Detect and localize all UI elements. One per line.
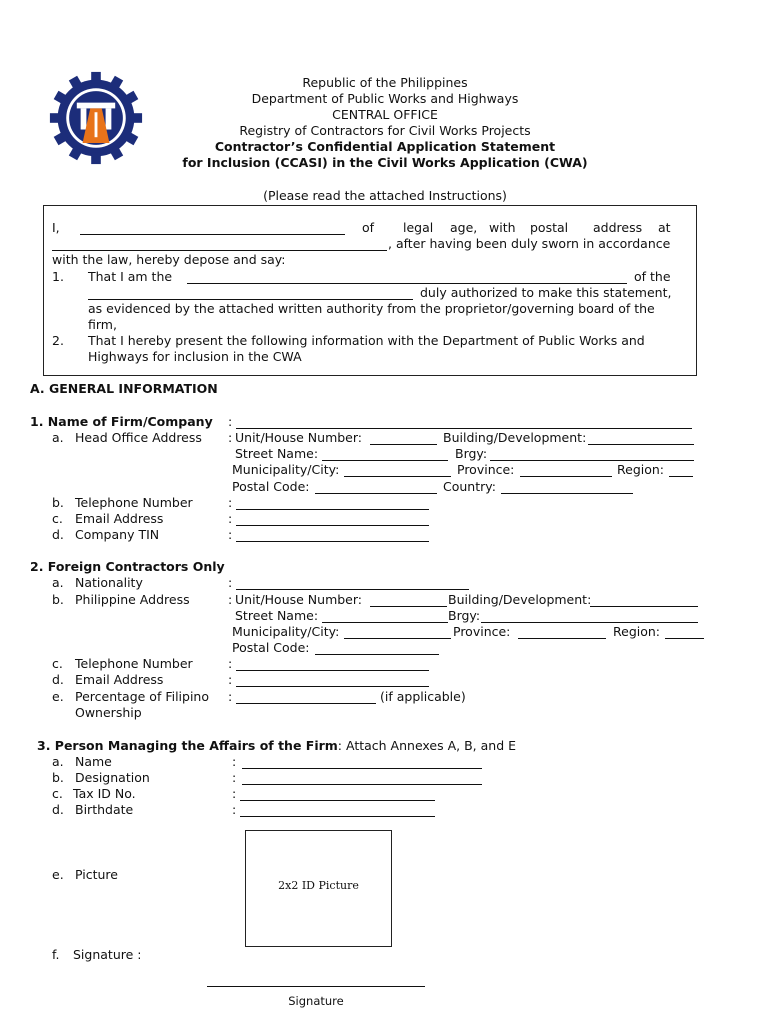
section-a-title: A. GENERAL INFORMATION	[30, 381, 218, 396]
brgy-label: Brgy:	[455, 446, 488, 461]
oath-word: with	[489, 220, 516, 235]
colon: :	[232, 802, 237, 817]
picture-label: Picture	[75, 867, 118, 882]
country-label: Country:	[443, 479, 496, 494]
item-letter: c.	[52, 786, 63, 801]
header-registry: Registry of Contractors for Civil Works Projects	[239, 123, 531, 138]
tax-id-label: Tax ID No.	[73, 786, 136, 801]
form-title-line1: Contractor’s Confidential Application Statement	[214, 139, 556, 154]
designation-label: Designation	[75, 770, 150, 785]
id-picture-caption: 2x2 ID Picture	[278, 879, 359, 892]
signature-label: Signature :	[73, 947, 142, 962]
municipality-label: Municipality/City:	[232, 462, 340, 477]
item-letter: c.	[52, 511, 63, 526]
municipality-label: Municipality/City:	[232, 624, 340, 639]
company-tin-field[interactable]	[236, 541, 429, 542]
building-label: Building/Development:	[448, 592, 592, 607]
birthdate-field[interactable]	[240, 816, 435, 817]
colon: :	[228, 656, 233, 671]
item-number: 1.	[52, 269, 64, 284]
telephone-label: Telephone Number	[75, 656, 193, 671]
postal-label: Postal Code:	[232, 479, 310, 494]
filipino-ownership-label-cont: Ownership	[75, 705, 142, 720]
unit-label: Unit/House Number:	[235, 592, 363, 607]
item-letter: e.	[52, 867, 64, 882]
oath-sworn-text: , after having been duly sworn in accordance	[388, 236, 671, 251]
unit-number-field[interactable]	[370, 444, 437, 445]
header-office: CENTRAL OFFICE	[332, 107, 438, 122]
item-letter: d.	[52, 527, 64, 542]
province-label: Province:	[457, 462, 515, 477]
form-title-line2: for Inclusion (CCASI) in the Civil Works Application (CWA)	[182, 155, 588, 170]
colon: :	[228, 689, 233, 704]
tin-label: Company TIN	[75, 527, 160, 542]
postal-label: Postal Code:	[232, 640, 310, 655]
item-letter: e.	[52, 689, 64, 704]
nationality-field[interactable]	[236, 589, 469, 590]
if-applicable-note: (if applicable)	[380, 689, 466, 704]
oath-word: at	[658, 220, 671, 235]
colon: :	[228, 511, 233, 526]
item-letter: f.	[52, 947, 60, 962]
position-field[interactable]	[187, 283, 627, 284]
telephone-field[interactable]	[236, 509, 429, 510]
ph-telephone-field[interactable]	[236, 670, 429, 671]
ph-brgy-field[interactable]	[481, 622, 698, 623]
s1-title: 1. Name of Firm/Company	[30, 414, 213, 429]
tax-id-field[interactable]	[240, 800, 435, 801]
colon: :	[228, 430, 233, 445]
postal-address-field[interactable]	[52, 250, 387, 251]
building-label: Building/Development:	[443, 430, 587, 445]
street-field[interactable]	[322, 460, 448, 461]
item1-text-c: duly authorized to make this statement,	[420, 285, 672, 300]
s3-title-bold: 3. Person Managing the Affairs of the Firm	[37, 738, 338, 753]
filipino-ownership-field[interactable]	[236, 703, 376, 704]
region-label: Region:	[617, 462, 665, 477]
header-department: Department of Public Works and Highways	[251, 91, 519, 106]
colon: :	[228, 527, 233, 542]
region-field[interactable]	[669, 476, 693, 477]
item-letter: b.	[52, 592, 64, 607]
id-picture-box[interactable]	[245, 830, 392, 947]
ph-email-field[interactable]	[236, 686, 429, 687]
oath-law-text: with the law, hereby depose and say:	[52, 252, 286, 267]
region-label: Region:	[613, 624, 661, 639]
colon: :	[228, 592, 233, 607]
ph-province-field[interactable]	[518, 638, 606, 639]
filipino-ownership-label: Percentage of Filipino	[75, 689, 209, 704]
email-field[interactable]	[236, 525, 429, 526]
ph-municipality-field[interactable]	[344, 638, 451, 639]
oath-word: address	[593, 220, 643, 235]
oath-word: legal	[403, 220, 434, 235]
colon: :	[232, 754, 237, 769]
oath-word: age,	[450, 220, 478, 235]
item-number: 2.	[52, 333, 64, 348]
item1-text-e: firm,	[88, 317, 117, 332]
colon: :	[228, 414, 233, 429]
item1-text-d: as evidenced by the attached written authority from the proprietor/governing board of the	[88, 301, 655, 316]
item-letter: d.	[52, 802, 64, 817]
municipality-field[interactable]	[344, 476, 451, 477]
item-letter: b.	[52, 495, 64, 510]
ph-street-field[interactable]	[322, 622, 448, 623]
manager-name-field[interactable]	[242, 768, 482, 769]
item-letter: c.	[52, 656, 63, 671]
colon: :	[232, 770, 237, 785]
brgy-label: Brgy:	[448, 608, 481, 623]
firm-field[interactable]	[88, 299, 413, 300]
item-letter: a.	[52, 754, 64, 769]
colon: :	[228, 495, 233, 510]
item-letter: d.	[52, 672, 64, 687]
firm-name-field[interactable]	[236, 428, 692, 429]
brgy-field[interactable]	[490, 460, 694, 461]
head-office-label: Head Office Address	[75, 430, 202, 445]
email-label: Email Address	[75, 672, 164, 687]
s3-title	[37, 738, 516, 754]
item2-text-a: That I hereby present the following information with the Department of Public Works and	[88, 333, 645, 348]
country-field[interactable]	[501, 493, 633, 494]
oath-i: I,	[52, 220, 60, 235]
postal-code-field[interactable]	[315, 493, 437, 494]
colon: :	[228, 575, 233, 590]
item1-text-a: That I am the	[88, 269, 173, 284]
province-label: Province:	[453, 624, 511, 639]
affiant-name-field[interactable]	[80, 234, 345, 235]
ph-address-label: Philippine Address	[75, 592, 190, 607]
signature-caption: Signature	[288, 994, 344, 1008]
designation-field[interactable]	[242, 784, 482, 785]
ph-region-field[interactable]	[665, 638, 704, 639]
oath-word: of	[362, 220, 375, 235]
item2-text-b: Highways for inclusion in the CWA	[88, 349, 302, 364]
item-letter: a.	[52, 430, 64, 445]
ph-unit-number-field[interactable]	[370, 606, 447, 607]
ph-building-field[interactable]	[590, 606, 698, 607]
street-label: Street Name:	[235, 446, 319, 461]
colon: :	[232, 786, 237, 801]
province-field[interactable]	[520, 476, 612, 477]
ph-postal-code-field[interactable]	[315, 654, 439, 655]
item-letter: b.	[52, 770, 64, 785]
instructions-note: (Please read the attached Instructions)	[263, 188, 507, 203]
header-republic: Republic of the Philippines	[302, 75, 468, 90]
street-label: Street Name:	[235, 608, 319, 623]
birthdate-label: Birthdate	[75, 802, 134, 817]
s3-title-rest: : Attach Annexes A, B, and E	[337, 738, 517, 753]
oath-word: postal	[530, 220, 569, 235]
building-field[interactable]	[588, 444, 694, 445]
telephone-label: Telephone Number	[75, 495, 193, 510]
unit-label: Unit/House Number:	[235, 430, 363, 445]
nationality-label: Nationality	[75, 575, 143, 590]
manager-name-label: Name	[75, 754, 112, 769]
signature-field[interactable]	[207, 986, 425, 987]
s2-title: 2. Foreign Contractors Only	[30, 559, 225, 574]
colon: :	[228, 672, 233, 687]
item1-text-b: of the	[634, 269, 671, 284]
email-label: Email Address	[75, 511, 164, 526]
item-letter: a.	[52, 575, 64, 590]
